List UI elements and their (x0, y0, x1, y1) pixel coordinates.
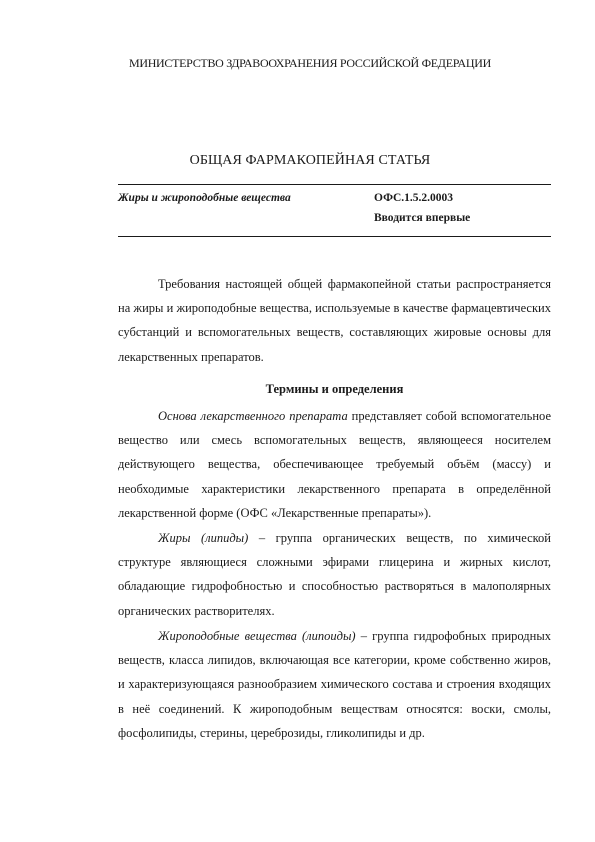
definition-term: Основа лекарственного препарата (158, 409, 348, 423)
definition-body (118, 624, 551, 745)
definition-text: – группа органических веществ, по химической структуре являющиеся сложными эфирами глицерина и жирных кислот, обладающие гидрофобностью и способностью растворяться в малополярных органических растворителях. (118, 531, 551, 618)
section-heading-terms: Термины и определения (265, 382, 404, 396)
article-subject: Жиры и жироподобные вещества (118, 192, 291, 204)
definition-text: – группа гидрофобных природных веществ, класса липидов, включающая все категории, кроме собственно жиров, и характеризующаяся разнообразием химического состава и строения входящих в неё соединений. К жироподобным веществам относятся: воски, смолы, фосфолипиды, стерины, цереброзиды, гликолипиды и др. (118, 629, 551, 740)
article-code: ОФС.1.5.2.0003 (374, 192, 454, 204)
article-status: Вводится впервые (374, 212, 471, 224)
definition-term: Жироподобные вещества (липоиды) (158, 629, 356, 643)
definition-term: Жиры (липиды) (158, 531, 249, 545)
definition-paragraph (118, 404, 551, 525)
intro-paragraph (118, 272, 551, 369)
definition-paragraph (118, 624, 551, 745)
definition-text: представляет собой вспомогательное вещество или смесь вспомогательных веществ, являющееся носителем действующего вещества, обеспечивающее требуемый объём (массу) и необходимые характеристики лекарственного препарата в определённой лекарственной форме (ОФС «Лекарственные препараты»). (118, 409, 551, 520)
definition-body (118, 404, 551, 525)
document-title: ОБЩАЯ ФАРМАКОПЕЙНАЯ СТАТЬЯ (189, 153, 431, 168)
ministry-header: МИНИСТЕРСТВО ЗДРАВООХРАНЕНИЯ РОССИЙСКОЙ ФЕДЕРАЦИИ (128, 56, 492, 70)
header-rule-bottom (118, 236, 551, 237)
intro-text: Требования настоящей общей фармакопейной статьи распространяется на жиры и жироподобные вещества, используемые в качестве фармацевтических субстанций и вспомогательных веществ, составляющих жировые основы для лекарственных препаратов. (118, 277, 551, 364)
header-rule-top (118, 184, 551, 185)
definition-paragraph (118, 526, 551, 623)
definition-body (118, 526, 551, 623)
